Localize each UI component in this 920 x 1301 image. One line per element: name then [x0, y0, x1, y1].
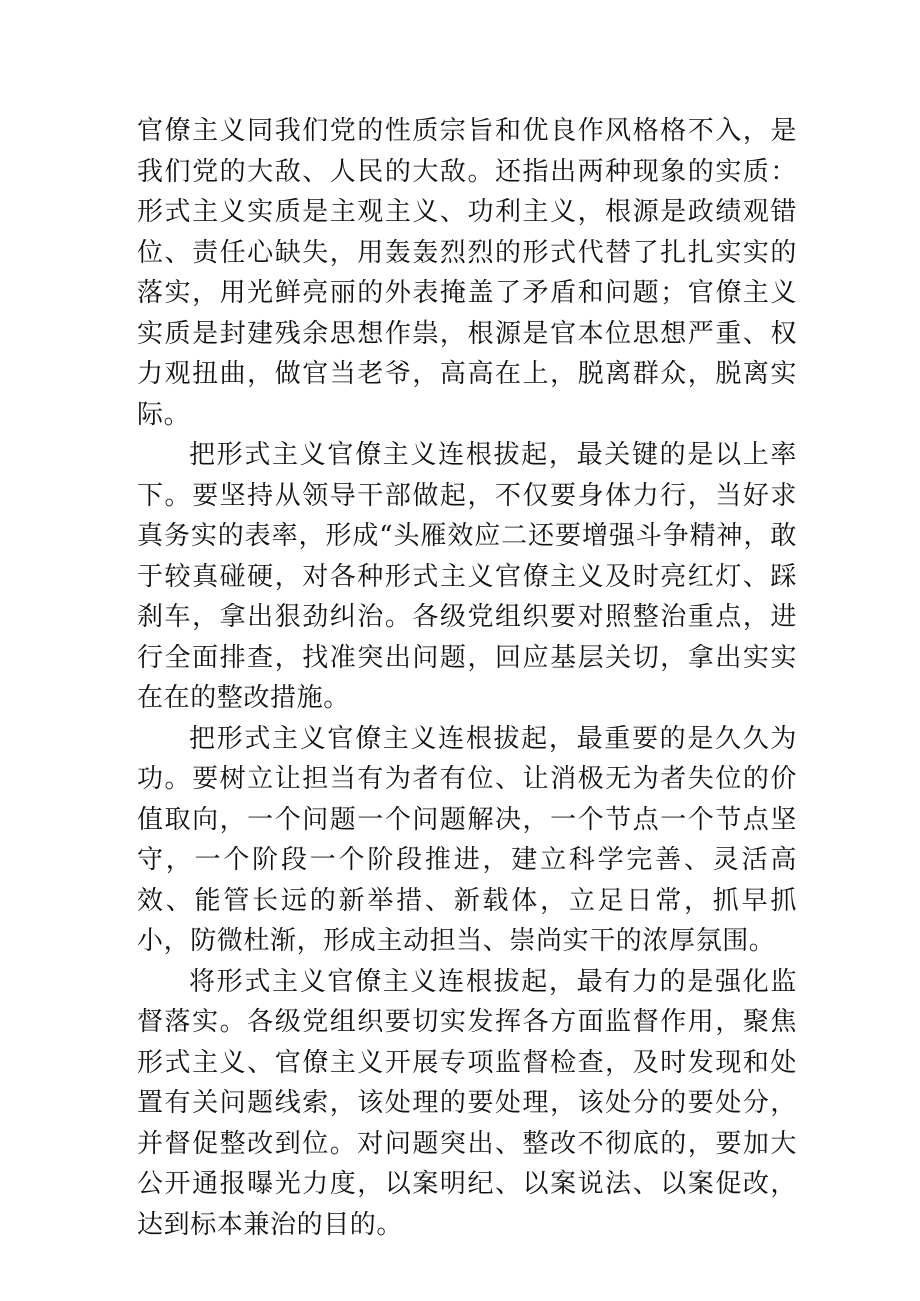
paragraph-1: 官僚主义同我们党的性质宗旨和优良作风格格不入，是我们党的大敌、人民的大敌。还指出两种现象的实质：形式主义实质是主观主义、功利主义，根源是政绩观错位、责任心缺失，用轰轰烈烈的形式代替了扎扎实实的落实，用光鲜亮丽的外表掩盖了矛盾和问题；官僚主义实质是封建残余思想作祟，根源是官本位思想严重、权力观扭曲，做官当老爷，高高在上，脱离群众，脱离实际。: [137, 116, 797, 430]
paragraph-2: 把形式主义官僚主义连根拔起，最关键的是以上率下。要坚持从领导干部做起，不仅要身体力行，当好求真务实的表率，形成“头雁效应二还要增强斗争精神，敢于较真碰硬，对各种形式主义官僚主义及时亮红灯、踩刹车，拿出狠劲纠治。各级党组织要对照整治重点，进行全面排查，找准突出问题，回应基层关切，拿出实实在在的整改措施。: [137, 440, 797, 713]
paragraph-3: 把形式主义官僚主义连根拔起，最重要的是久久为功。要树立让担当有为者有位、让消极无为者失位的价值取向，一个问题一个问题解决，一个节点一个节点坚守，一个阶段一个阶段推进，建立科学完善、灵活高效、能管长远的新举措、新载体，立足日常，抓早抓小，防微杜渐，形成主动担当、崇尚实干的浓厚氛围。: [137, 723, 797, 956]
document-body: [137, 111, 797, 1245]
paragraph-4: 将形式主义官僚主义连根拔起，最有力的是强化监督落实。各级党组织要切实发挥各方面监督作用，聚焦形式主义、官僚主义开展专项监督检查，及时发现和处置有关问题线索，该处理的要处理，该处分的要处分，并督促整改到位。对问题突出、整改不彻底的，要加大公开通报曝光力度，以案明纪、以案说法、以案促改，达到标本兼治的目的。: [137, 966, 797, 1240]
